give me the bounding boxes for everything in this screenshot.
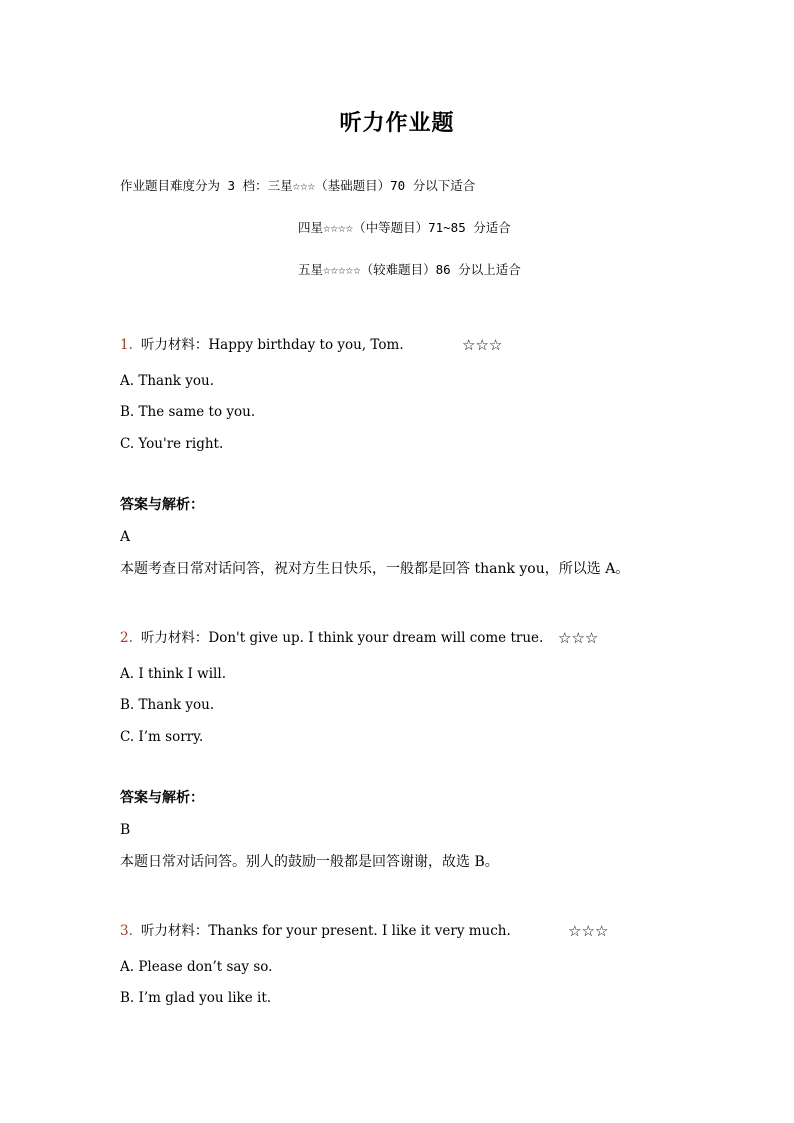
difficulty-line-3: 五星☆☆☆☆☆（较难题目）86 分以上适合: [298, 262, 521, 277]
star-rating: ☆☆☆: [568, 922, 609, 940]
star-rating: ☆☆☆: [462, 336, 503, 354]
question-prompt: 听力材料：Thanks for your present. I like it very much.: [140, 923, 511, 939]
difficulty-line-1: 作业题目难度分为 3 档：三星☆☆☆（基础题目）70 分以下适合: [120, 178, 476, 193]
option-b: B. Thank you.: [120, 697, 215, 713]
answer-explanation: 本题日常对话问答。别人的鼓励一般都是回答谢谢，故选 B。: [120, 854, 499, 870]
answer-heading: 答案与解析：: [120, 497, 204, 513]
question-prompt: 听力材料：Don't give up. I think your dream will come true.: [140, 630, 544, 646]
question-2: [120, 629, 543, 647]
page-title: 听力作业题: [339, 111, 455, 136]
star-rating: ☆☆☆: [558, 629, 599, 647]
option-b: B. The same to you.: [120, 404, 256, 420]
option-c: C. You're right.: [120, 436, 224, 452]
answer-explanation: 本题考查日常对话问答，祝对方生日快乐，一般都是回答 thank you，所以选 A。: [120, 561, 630, 577]
option-c: C. I’m sorry.: [120, 729, 204, 745]
question-3: [120, 922, 511, 940]
question-prompt: 听力材料：Happy birthday to you, Tom.: [140, 337, 404, 353]
difficulty-line-2: 四星☆☆☆☆（中等题目）71~85 分适合: [298, 220, 511, 235]
question-number: 1.: [120, 337, 133, 353]
question-number: 3.: [120, 923, 133, 939]
option-b: B. I’m glad you like it.: [120, 990, 272, 1006]
answer-value: B: [120, 822, 131, 838]
question-number: 2.: [120, 630, 133, 646]
answer-value: A: [120, 529, 131, 545]
option-a: A. I think I will.: [120, 666, 226, 682]
option-a: A. Thank you.: [120, 373, 214, 389]
question-1: [120, 336, 404, 354]
option-a: A. Please don’t say so.: [120, 959, 273, 975]
answer-heading: 答案与解析：: [120, 790, 204, 806]
